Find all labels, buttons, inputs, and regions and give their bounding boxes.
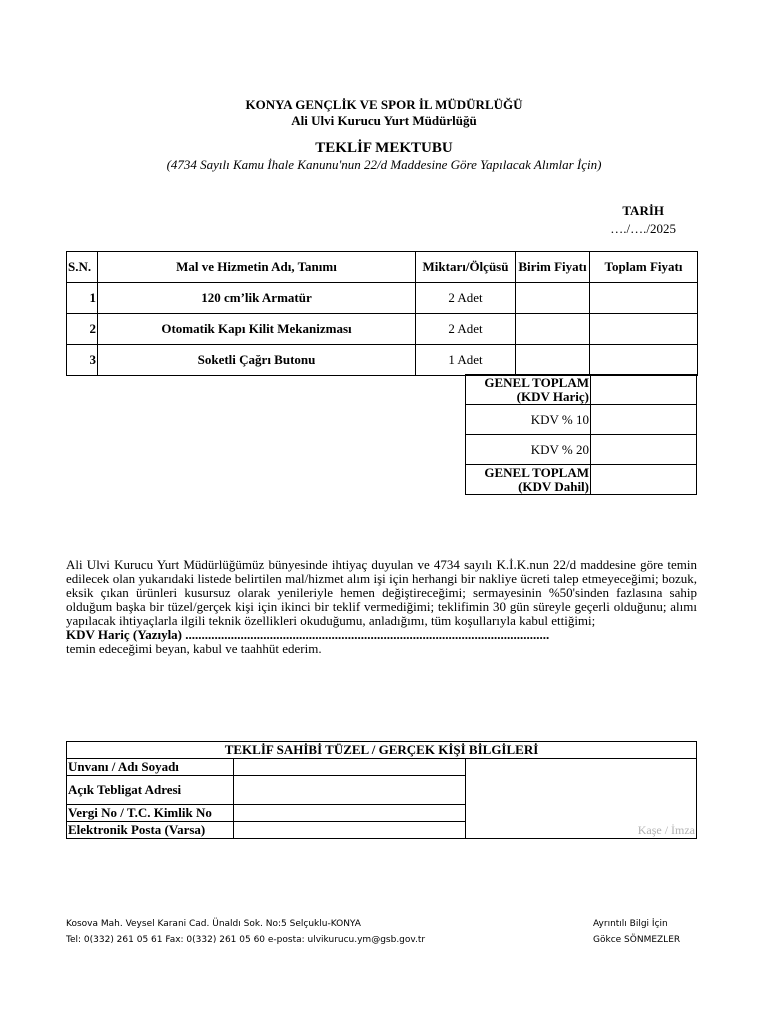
table-row: [67, 283, 698, 314]
total-row-incl-vat: [466, 465, 697, 495]
vat20-label: KDV % 20: [466, 435, 591, 465]
total-incl-vat-label: GENEL TOPLAM (KDV Dahil): [466, 465, 591, 495]
row-item-name: Soketli Çağrı Butonu: [98, 345, 416, 376]
document-title: TEKLİF MEKTUBU: [315, 140, 453, 156]
stamp-signature-label: Kaşe / İmza: [637, 823, 696, 837]
vat-excluded-in-words-line: KDV Hariç (Yazıyla) ................................................................................................................: [66, 627, 550, 642]
row-sn: 1: [67, 283, 98, 314]
document-subtitle: (4734 Sayılı Kamu İhale Kanunu'nun 22/d Maddesine Göre Yapılacak Alımlar İçin): [166, 157, 602, 172]
row-total-price[interactable]: [590, 283, 698, 314]
date-block: [540, 203, 676, 237]
col-header-total-price: Toplam Fiyatı: [590, 252, 698, 283]
total-row-excl-vat: [466, 375, 697, 405]
footer-info-name: Gökce SÖNMEZLER: [593, 935, 681, 945]
bidder-email-field[interactable]: [234, 822, 466, 839]
row-qty: 2 Adet: [416, 283, 516, 314]
vat10-label: KDV % 10: [466, 405, 591, 435]
row-total-price[interactable]: [590, 345, 698, 376]
total-incl-vat-value[interactable]: [591, 465, 697, 495]
declaration-closing: temin edeceğimi beyan, kabul ve taahhüt ederim.: [66, 641, 322, 656]
items-table: [66, 251, 698, 376]
row-unit-price[interactable]: [516, 314, 590, 345]
row-qty: 2 Adet: [416, 314, 516, 345]
col-header-unit-price: Birim Fiyatı: [516, 252, 590, 283]
vat10-value[interactable]: [591, 405, 697, 435]
document-title-block: [0, 139, 768, 173]
declaration-body: Ali Ulvi Kurucu Yurt Müdürlüğümüz bünyesinde ihtiyaç duyulan ve 4734 sayılı K.İ.K.nun 22/d maddesine göre temin edilecek olan yukarıdaki listede belirtilen mal/hizmet alım işi için herhangi bir nakliye ücreti talep etmeyeceğimi; bozuk, eksik çıkan ürünleri kusursuz olarak yenileriyle hemen değiştireceğimi; sermayesinin %50'sinden fazlasına sahip olduğum başka bir tüzel/gerçek kişi için ikinci bir teklif vermediğimi; teklifimin 30 gün süreyle geçerli olduğunu; alımı yapılacak ihtiyaçlarla ilgili teknik özellikleri okuduğumu, anladığımı, tüm koşullarıyla kabul ettiğimi;: [66, 557, 697, 628]
bidder-tax-id-field[interactable]: [234, 805, 466, 822]
bidder-info-header: TEKLİF SAHİBİ TÜZEL / GERÇEK KİŞİ BİLGİLERİ: [67, 742, 697, 759]
table-row: [67, 314, 698, 345]
row-qty: 1 Adet: [416, 345, 516, 376]
row-unit-price[interactable]: [516, 283, 590, 314]
footer-info-label: Ayrıntılı Bilgi İçin: [593, 919, 668, 929]
bidder-tax-id-label: Vergi No / T.C. Kimlik No: [67, 805, 234, 822]
col-header-sn: S.N.: [67, 252, 98, 283]
total-excl-vat-label: GENEL TOPLAM (KDV Hariç): [466, 375, 591, 405]
bidder-address-label: Açık Tebligat Adresi: [67, 776, 234, 805]
stamp-signature-area[interactable]: [466, 759, 697, 839]
org-name: KONYA GENÇLİK VE SPOR İL MÜDÜRLÜĞÜ: [245, 97, 523, 112]
row-total-price[interactable]: [590, 314, 698, 345]
org-subunit: Ali Ulvi Kurucu Yurt Müdürlüğü: [291, 113, 477, 128]
footer-contact: Tel: 0(332) 261 05 61 Fax: 0(332) 261 05 60 e-posta: ulvikurucu.ym@gsb.gov.tr: [66, 935, 426, 945]
bidder-address-field[interactable]: [234, 776, 466, 805]
col-header-name: Mal ve Hizmetin Adı, Tanımı: [98, 252, 416, 283]
bidder-name-label: Unvanı / Adı Soyadı: [67, 759, 234, 776]
vat20-value[interactable]: [591, 435, 697, 465]
vat10-row: [466, 405, 697, 435]
total-excl-vat-value[interactable]: [591, 375, 697, 405]
date-label: TARİH: [622, 203, 664, 218]
row-item-name: 120 cm’lik Armatür: [98, 283, 416, 314]
totals-table: [465, 374, 697, 495]
row-unit-price[interactable]: [516, 345, 590, 376]
row-sn: 3: [67, 345, 98, 376]
row-sn: 2: [67, 314, 98, 345]
col-header-qty: Miktarı/Ölçüsü: [416, 252, 516, 283]
row-item-name: Otomatik Kapı Kilit Mekanizması: [98, 314, 416, 345]
bidder-name-field[interactable]: [234, 759, 466, 776]
document-header: [0, 97, 768, 129]
bidder-info-table: [66, 741, 697, 839]
declaration-paragraph: [66, 558, 697, 656]
bidder-email-label: Elektronik Posta (Varsa): [67, 822, 234, 839]
vat20-row: [466, 435, 697, 465]
items-table-header: [67, 252, 698, 283]
table-row: [67, 345, 698, 376]
footer-address: Kosova Mah. Veysel Karani Cad. Ünaldı Sok. No:5 Selçuklu-KONYA: [66, 919, 361, 929]
date-value: …./…./2025: [610, 221, 676, 236]
